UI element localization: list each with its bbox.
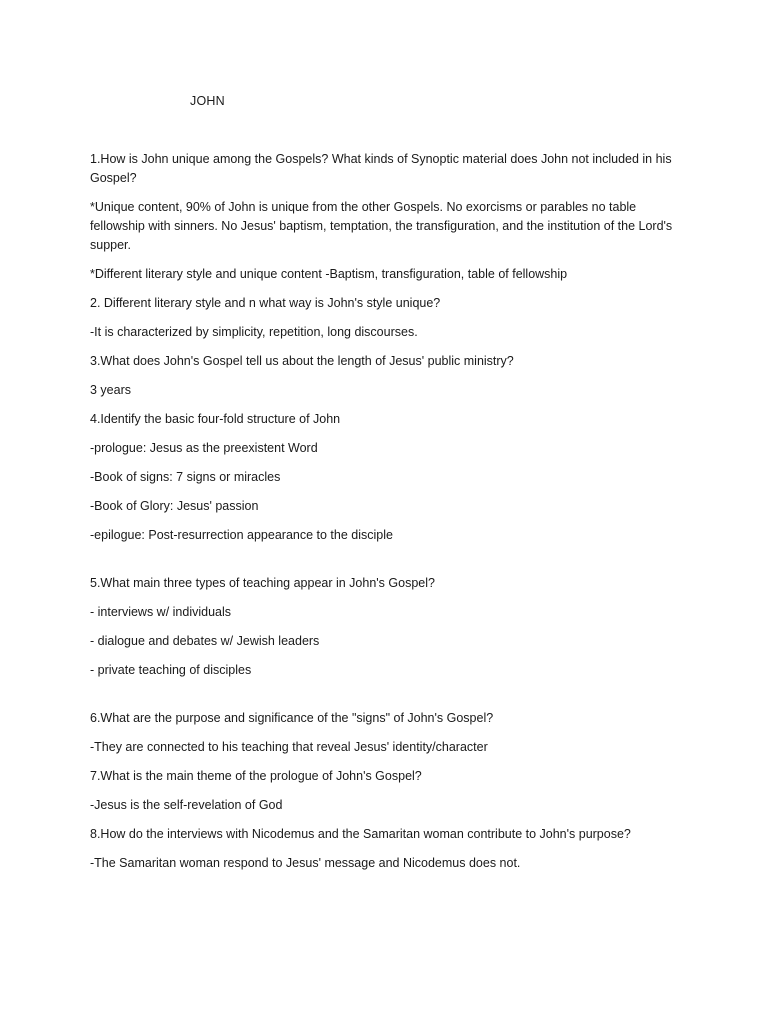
question-6: 6.What are the purpose and significance of the "signs" of John's Gospel?	[90, 711, 494, 725]
answer-4-prologue: -prologue: Jesus as the preexistent Word	[90, 441, 318, 455]
answer-1-literary-style: *Different literary style and unique content -Baptism, transfiguration, table of fellowship	[90, 267, 568, 281]
answer-6: -They are connected to his teaching that reveal Jesus' identity/character	[90, 740, 488, 754]
question-7: 7.What is the main theme of the prologue of John's Gospel?	[90, 769, 422, 783]
answer-4-epilogue: -epilogue: Post-resurrection appearance to the disciple	[90, 528, 393, 542]
answer-8: -The Samaritan woman respond to Jesus' message and Nicodemus does not.	[90, 856, 521, 870]
answer-7: -Jesus is the self-revelation of God	[90, 798, 283, 812]
paragraph-gap	[90, 555, 690, 574]
question-2: 2. Different literary style and n what way is John's style unique?	[90, 296, 441, 310]
question-8: 8.How do the interviews with Nicodemus and the Samaritan woman contribute to John's purpose?	[90, 827, 631, 841]
document-body	[90, 150, 690, 883]
page-title: JOHN	[190, 94, 225, 108]
answer-5-dialogue: - dialogue and debates w/ Jewish leaders	[90, 634, 320, 648]
question-5: 5.What main three types of teaching appear in John's Gospel?	[90, 576, 435, 590]
answer-5-interviews: - interviews w/ individuals	[90, 605, 232, 619]
question-4: 4.Identify the basic four-fold structure of John	[90, 412, 341, 426]
answer-3: 3 years	[90, 383, 131, 397]
answer-1-unique-content: *Unique content, 90% of John is unique from the other Gospels. No exorcisms or parables no table fellowship with sinners. No Jesus' baptism, temptation, the transfiguration, and the institution of the Lord's supper.	[90, 200, 673, 252]
question-3: 3.What does John's Gospel tell us about the length of Jesus' public ministry?	[90, 354, 514, 368]
answer-4-book-of-glory: -Book of Glory: Jesus' passion	[90, 499, 259, 513]
answer-5-private-teaching: - private teaching of disciples	[90, 663, 252, 677]
question-1: 1.How is John unique among the Gospels? What kinds of Synoptic material does John not included in his Gospel?	[90, 152, 672, 185]
answer-2: -It is characterized by simplicity, repetition, long discourses.	[90, 325, 418, 339]
paragraph-gap	[90, 690, 690, 709]
answer-4-book-of-signs: -Book of signs: 7 signs or miracles	[90, 470, 281, 484]
